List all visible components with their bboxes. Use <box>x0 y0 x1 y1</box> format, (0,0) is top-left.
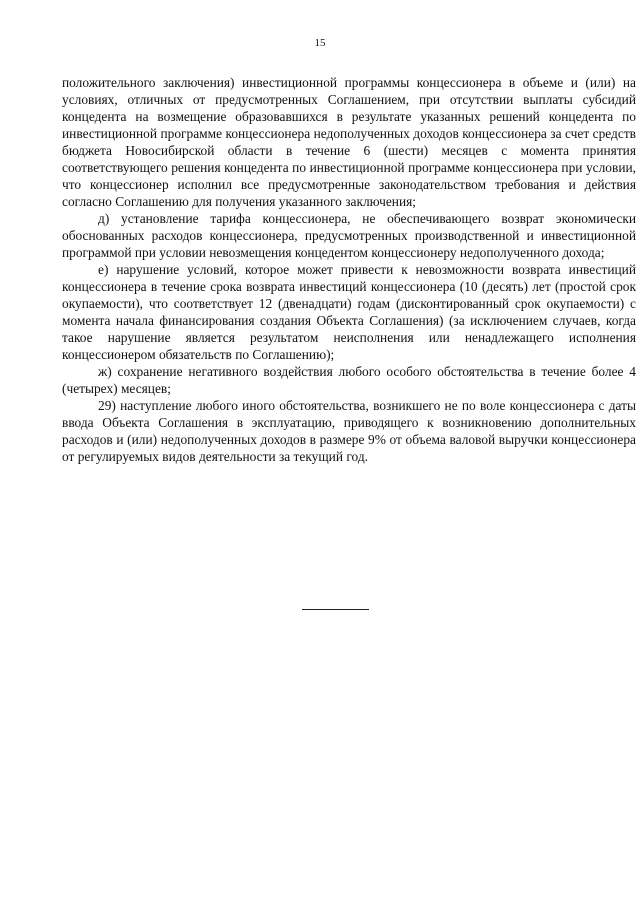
end-of-text-rule <box>302 609 369 610</box>
paragraph-item-zh: ж) сохранение негативного воздействия любого особого обстоятельства в течение более 4 (четырех) месяцев; <box>62 364 636 396</box>
paragraph-item-d: д) установление тарифа концессионера, не обеспечивающего возврат экономически обоснованных расходов концессионера, предусмотренных производственной и инвестиционной программой при условии невозмещения концедентом концессионеру недополученного дохода; <box>62 211 636 260</box>
paragraph-item-e: е) нарушение условий, которое может привести к невозможности возврата инвестиций концессионера в течение срока возврата инвестиций концессионера (10 (десять) лет (простой срок окупаемости), что соответствует 12 (двенадцати) годам (дисконтированный срок окупаемости) с момента начала финансирования создания Объекта Соглашения) (за исключением случаев, когда такое нарушение является результатом неисполнения или ненадлежащего исполнения концессионером обязательств по Соглашению); <box>62 262 636 362</box>
paragraph-continuation: положительного заключения) инвестиционной программы концессионера в объеме и (или) на условиях, отличных от предусмотренных Соглашением, при отсутствии выплаты субсидий концедента на возмещение образовавшихся в результате указанных решений концедента по инвестиционной программе концессионера недополученных доходов концессионера за счет средств бюджета Новосибирской области в течение 6 (шести) месяцев с момента принятия соответствующего решения концедента по инвестиционной программе концессионера при условии, что концессионер исполнил все предусмотренные законодательством требования и действия согласно Соглашению для получения указанного заключения; <box>62 75 636 209</box>
document-body <box>62 74 636 465</box>
page-number: 15 <box>314 37 326 49</box>
paragraph-item-29: 29) наступление любого иного обстоятельства, возникшего не по воле концессионера с даты ввода Объекта Соглашения в эксплуатацию, приводящего к возникновению дополнительных расходов и (или) недополученных доходов в размере 9% от объема валовой выручки концессионера от регулируемых видов деятельности за текущий год. <box>62 398 636 464</box>
